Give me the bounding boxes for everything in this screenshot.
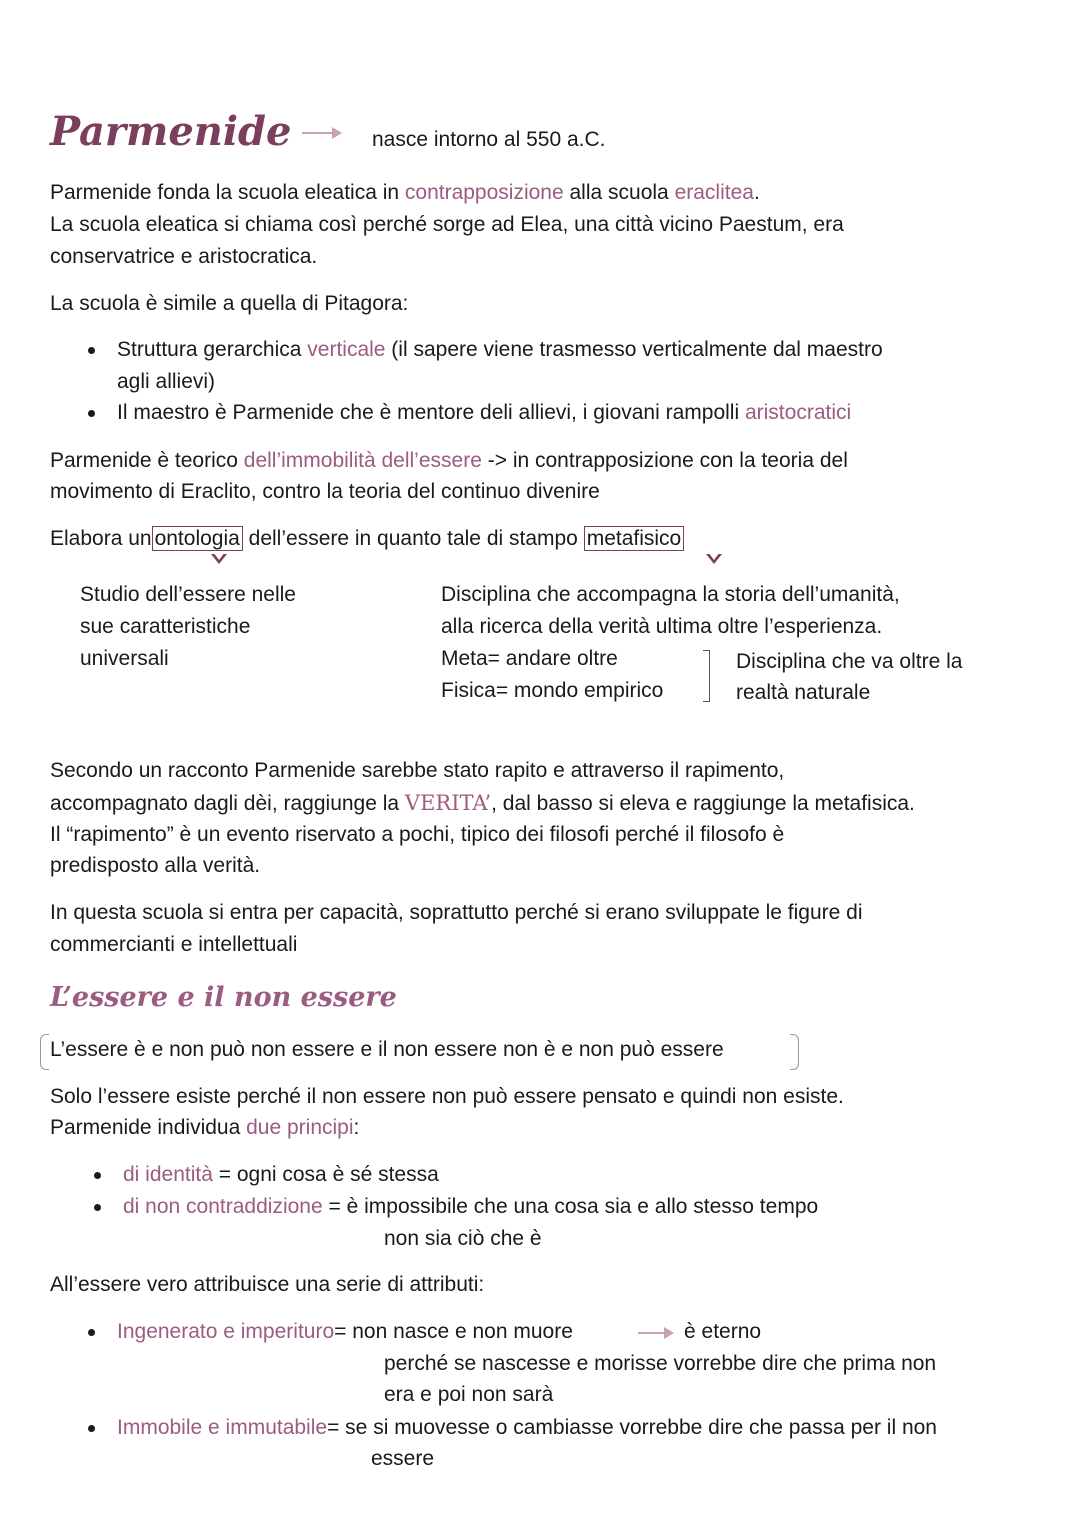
paragraph: All’essere vero attribuisce una serie di attributi: [50, 1273, 485, 1296]
bullet-icon [88, 1425, 95, 1432]
list-item [117, 1415, 937, 1441]
highlighted-term: verticale [307, 338, 386, 361]
down-arrow-icon [211, 554, 227, 564]
list-item-cont: non sia ciò che è [384, 1227, 542, 1250]
text-segment: , dal basso si eleva e raggiunge la metafisica. [491, 792, 915, 815]
section-heading: L’essere e il non essere [50, 982, 397, 1013]
list-item [123, 1162, 439, 1188]
paragraph: Secondo un racconto Parmenide sarebbe stato rapito e attraverso il rapimento, [50, 759, 785, 782]
metafisico-box: metafisico [584, 526, 685, 551]
paragraph: Solo l’essere esiste perché il non essere non può essere pensato e quindi non esiste. [50, 1085, 844, 1108]
list-item [123, 1194, 818, 1220]
list-item-cont: essere [371, 1447, 435, 1470]
highlighted-term: contrapposizione [404, 181, 564, 204]
paragraph: commercianti e intellettuali [50, 933, 298, 956]
paragraph [50, 526, 684, 552]
paragraph: La scuola è simile a quella di Pitagora: [50, 292, 409, 315]
text-segment: -> in contrapposizione con la teoria del [481, 449, 848, 472]
key-quote: L’essere è e non può non essere e il non essere non è e non può essere [50, 1038, 724, 1061]
brace-icon [703, 650, 710, 702]
bullet-icon [88, 1329, 95, 1336]
definition: Disciplina che va oltre la [736, 650, 963, 673]
paragraph: La scuola eleatica si chiama così perché sorge ad Elea, una città vicino Paestum, era [50, 213, 844, 236]
bullet-icon [88, 347, 95, 354]
definition: alla ricerca della verità ultima oltre l’esperienza. [441, 615, 883, 638]
text-segment: Parmenide è teorico [50, 449, 244, 472]
paragraph [50, 180, 760, 206]
text-segment: = se si muovesse o cambiasse vorrebbe dire che passa per il non [327, 1416, 937, 1439]
text-segment: Elabora un [50, 527, 152, 550]
list-item-cont: agli allievi) [117, 370, 216, 393]
text-segment: alla scuola [563, 181, 675, 204]
text-segment: Parmenide fonda la scuola eleatica in [50, 181, 405, 204]
text-segment: (il sapere viene trasmesso verticalmente dal maestro [385, 338, 883, 361]
bracket-icon [790, 1034, 799, 1070]
definition: Fisica= mondo empirico [441, 679, 664, 702]
definition: sue caratteristiche [80, 615, 251, 638]
highlighted-term: aristocratici [744, 401, 852, 424]
list-item-cont: era e poi non sarà [384, 1383, 554, 1406]
highlighted-term: due principi [246, 1116, 354, 1139]
list-item [117, 400, 851, 426]
text-segment: : [353, 1116, 360, 1139]
definition: Studio dell’essere nelle [80, 583, 296, 606]
text-segment: dell’essere in quanto tale di stampo [242, 527, 584, 550]
page-title: Parmenide [50, 108, 292, 155]
text-segment: Struttura gerarchica [117, 338, 308, 361]
paragraph: In questa scuola si entra per capacità, soprattutto perché si erano sviluppate le figure di [50, 901, 863, 924]
text-segment: = è impossibile che una cosa sia e allo stesso tempo [322, 1195, 819, 1218]
list-item-cont: perché se nascesse e morisse vorrebbe dire che prima non [384, 1352, 937, 1375]
paragraph [50, 1115, 359, 1141]
text-segment: accompagnato dagli dèi, raggiunge la [50, 792, 405, 815]
paragraph [50, 448, 848, 474]
definition: universali [80, 647, 169, 670]
bracket-icon [40, 1034, 49, 1070]
birth-date: nasce intorno al 550 a.C. [372, 128, 606, 151]
text-segment: = ogni cosa è sé stessa [212, 1163, 439, 1186]
highlighted-term: Immobile e immutabile [117, 1416, 328, 1439]
paragraph [50, 790, 915, 817]
paragraph: movimento di Eraclito, contro la teoria del continuo divenire [50, 480, 600, 503]
paragraph: Il “rapimento” è un evento riservato a pochi, tipico dei filosofi perché il filosofo è [50, 823, 785, 846]
highlighted-term: di identità [123, 1163, 213, 1186]
highlighted-term: VERITA’ [404, 791, 492, 815]
list-item [117, 337, 883, 363]
highlighted-term: Ingenerato e imperituro [117, 1320, 335, 1343]
highlighted-term: eraclitea [674, 181, 754, 204]
down-arrow-icon [706, 554, 722, 564]
definition: Disciplina che accompagna la storia dell’umanità, [441, 583, 900, 606]
arrow-icon [302, 132, 340, 134]
bullet-icon [88, 410, 95, 417]
ontologia-box: ontologia [152, 526, 243, 551]
text-segment: = non nasce e non muore [334, 1320, 573, 1343]
highlighted-term: dell’immobilità dell’essere [243, 449, 482, 472]
list-item [117, 1319, 573, 1345]
text-segment: . [753, 181, 760, 204]
bullet-icon [94, 1204, 101, 1211]
highlighted-term: di non contraddizione [123, 1195, 323, 1218]
definition: realtà naturale [736, 681, 871, 704]
arrow-icon [638, 1332, 672, 1334]
paragraph: conservatrice e aristocratica. [50, 245, 318, 268]
bullet-icon [94, 1172, 101, 1179]
text-segment: Parmenide individua [50, 1116, 247, 1139]
text-segment: Il maestro è Parmenide che è mentore deli allievi, i giovani rampolli [117, 401, 745, 424]
list-item-result: è eterno [684, 1320, 762, 1343]
paragraph: predisposto alla verità. [50, 854, 261, 877]
definition: Meta= andare oltre [441, 647, 618, 670]
